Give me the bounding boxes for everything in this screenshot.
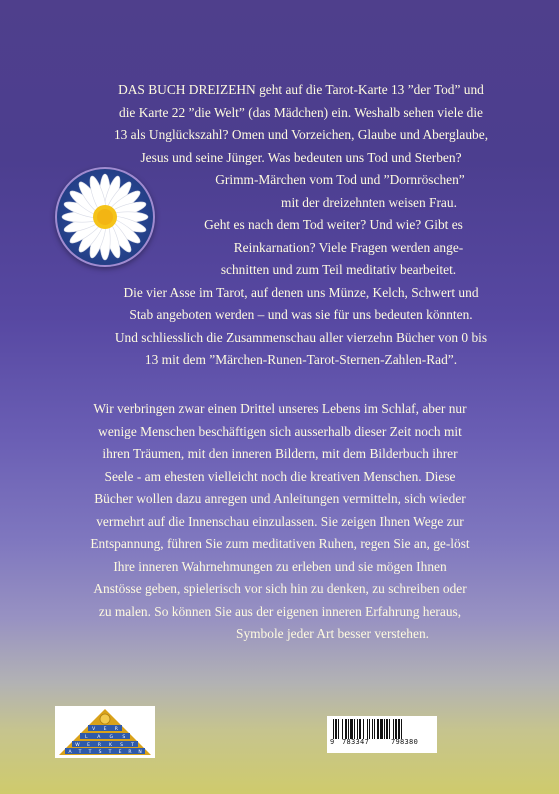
barcode-bar [377, 719, 379, 739]
intro-line: 13 als Unglückszahl? Omen und Vorzeichen, Glaube und Aberglaube, [113, 127, 489, 142]
barcode-bar [380, 719, 383, 739]
isbn-barcode [327, 716, 437, 753]
logo-letter: R [114, 727, 118, 732]
barcode-bar [363, 719, 364, 739]
intro-line: 13 mit dem ”Märchen-Runen-Tarot-Sternen-Zahlen-Rad”. [144, 352, 458, 367]
body-line: vermehrt auf die Innenschau einzulassen. Sie zeigen Ihnen Wege zur [96, 513, 464, 529]
logo-letter: E [103, 727, 107, 732]
logo-letter: V [92, 727, 96, 732]
logo-letter: W [75, 743, 80, 748]
intro-line: DAS BUCH DREIZEHN geht auf die Tarot-Karte 13 ”der Tod” und [118, 82, 484, 97]
barcode-bar [345, 719, 347, 739]
daisy-icon [55, 167, 155, 267]
barcode-bar [342, 719, 343, 739]
barcode-bar [372, 719, 373, 739]
logo-letter: K [109, 743, 112, 748]
barcode-bar [333, 719, 334, 739]
logo-letter: S [122, 735, 126, 740]
logo-letter: R [128, 750, 132, 755]
barcode-bar [354, 719, 355, 739]
logo-letter: N [138, 750, 142, 755]
logo-sun [100, 714, 110, 724]
barcode-bar [338, 719, 339, 739]
logo-letter: S [98, 750, 102, 755]
daisy-flower-graphic [55, 167, 155, 267]
intro-line: Reinkarnation? Viele Fragen werden ange- [233, 239, 464, 255]
logo-letter: S [120, 743, 123, 748]
intro-line: Jesus und seine Jünger. Was bedeuten uns Tod und Sterben? [140, 149, 462, 165]
logo-letter: L [84, 735, 88, 740]
barcode-bar [359, 719, 361, 739]
barcode-group-1: 783347 [342, 738, 370, 746]
body-line: Entspannung, führen Sie zum meditativen Ruhen, regen Sie an, ge-löst [90, 536, 470, 551]
barcode-bar [384, 719, 385, 739]
intro-line: die Karte 22 ”die Welt” (das Mädchen) ein. Weshalb sehen viele die [119, 104, 483, 120]
logo-letter: E [118, 750, 122, 755]
intro-line: Und schliesslich die Zusammenschau aller vierzehn Bücher von 0 bis [114, 329, 488, 345]
barcode-bar [393, 719, 394, 739]
barcode-bar [386, 719, 388, 739]
body-line: Ihre inneren Wahrnehmungen zu erleben und sie mögen Ihnen [113, 558, 447, 574]
logo-letter: T [131, 743, 134, 748]
intro-line: Grimm-Märchen vom Tod und ”Dornröschen” [215, 172, 465, 187]
barcode-bar [357, 719, 358, 739]
body-line: Wir verbringen zwar einen Drittel unseres Lebens im Schlaf, aber nur [93, 401, 467, 416]
barcode-bar [389, 719, 390, 739]
body-line: wenige Menschen beschäftigen sich ausserhalb dieser Zeit noch mit [98, 423, 462, 439]
barcode-bar [350, 719, 353, 739]
barcode-group-2: 798380 [391, 738, 419, 746]
barcode-bar [374, 719, 375, 739]
intro-line: Die vier Asse im Tarot, auf denen uns Münze, Kelch, Schwert und [123, 284, 479, 300]
body-line: zu malen. So können Sie aus der eigenen inneren Erfahrung heraus, [98, 603, 462, 619]
logo-letter: A [97, 735, 101, 740]
barcode-bar [398, 719, 400, 739]
pyramid-logo-icon [55, 706, 155, 758]
intro-line: schnitten und zum Teil meditativ bearbeitet. [220, 262, 457, 277]
barcode-bar [335, 719, 337, 739]
barcode-bar-group [333, 719, 402, 739]
body-line: Seele - am ehesten vielleicht noch die kreativen Menschen. Diese [104, 468, 456, 484]
daisy-center-inner [97, 209, 113, 225]
logo-letter: T [108, 750, 112, 755]
body-line: Bücher wollen dazu anregen und Anleitungen vermitteln, sich wieder [94, 491, 466, 506]
publisher-logo [55, 706, 155, 758]
intro-line: Stab angeboten werden – und was sie für uns bedeuten könnten. [129, 307, 473, 322]
logo-row-band [65, 748, 145, 754]
barcode-bar [369, 719, 370, 739]
logo-letter: T [88, 750, 92, 755]
barcode-bar [348, 719, 349, 739]
logo-letter: E [87, 743, 90, 748]
barcode-bars [333, 719, 431, 739]
logo-row-band [72, 741, 138, 747]
body-line: ihren Träumen, mit den inneren Bildern, mit dem Bilderbuch ihrer [102, 446, 458, 461]
barcode-bar [367, 719, 368, 739]
body-paragraph [40, 398, 520, 646]
intro-line: Geht es nach dem Tod weiter? Und wie? Gibt es [204, 217, 463, 232]
barcode-bar [401, 719, 402, 739]
barcode-bar [395, 719, 397, 739]
logo-letter: G [109, 735, 113, 740]
body-line: Symbole jeder Art besser verstehen. [236, 626, 429, 641]
logo-letter: R [97, 743, 102, 748]
logo-letter: T [78, 750, 82, 755]
logo-letter: A [68, 750, 72, 755]
body-line: Anstösse geben, spielerisch vor sich hin zu denken, zu schreiben oder [93, 581, 467, 596]
barcode-lead-digit: 9 [330, 738, 335, 746]
intro-line: mit der dreizehnten weisen Frau. [281, 194, 457, 210]
